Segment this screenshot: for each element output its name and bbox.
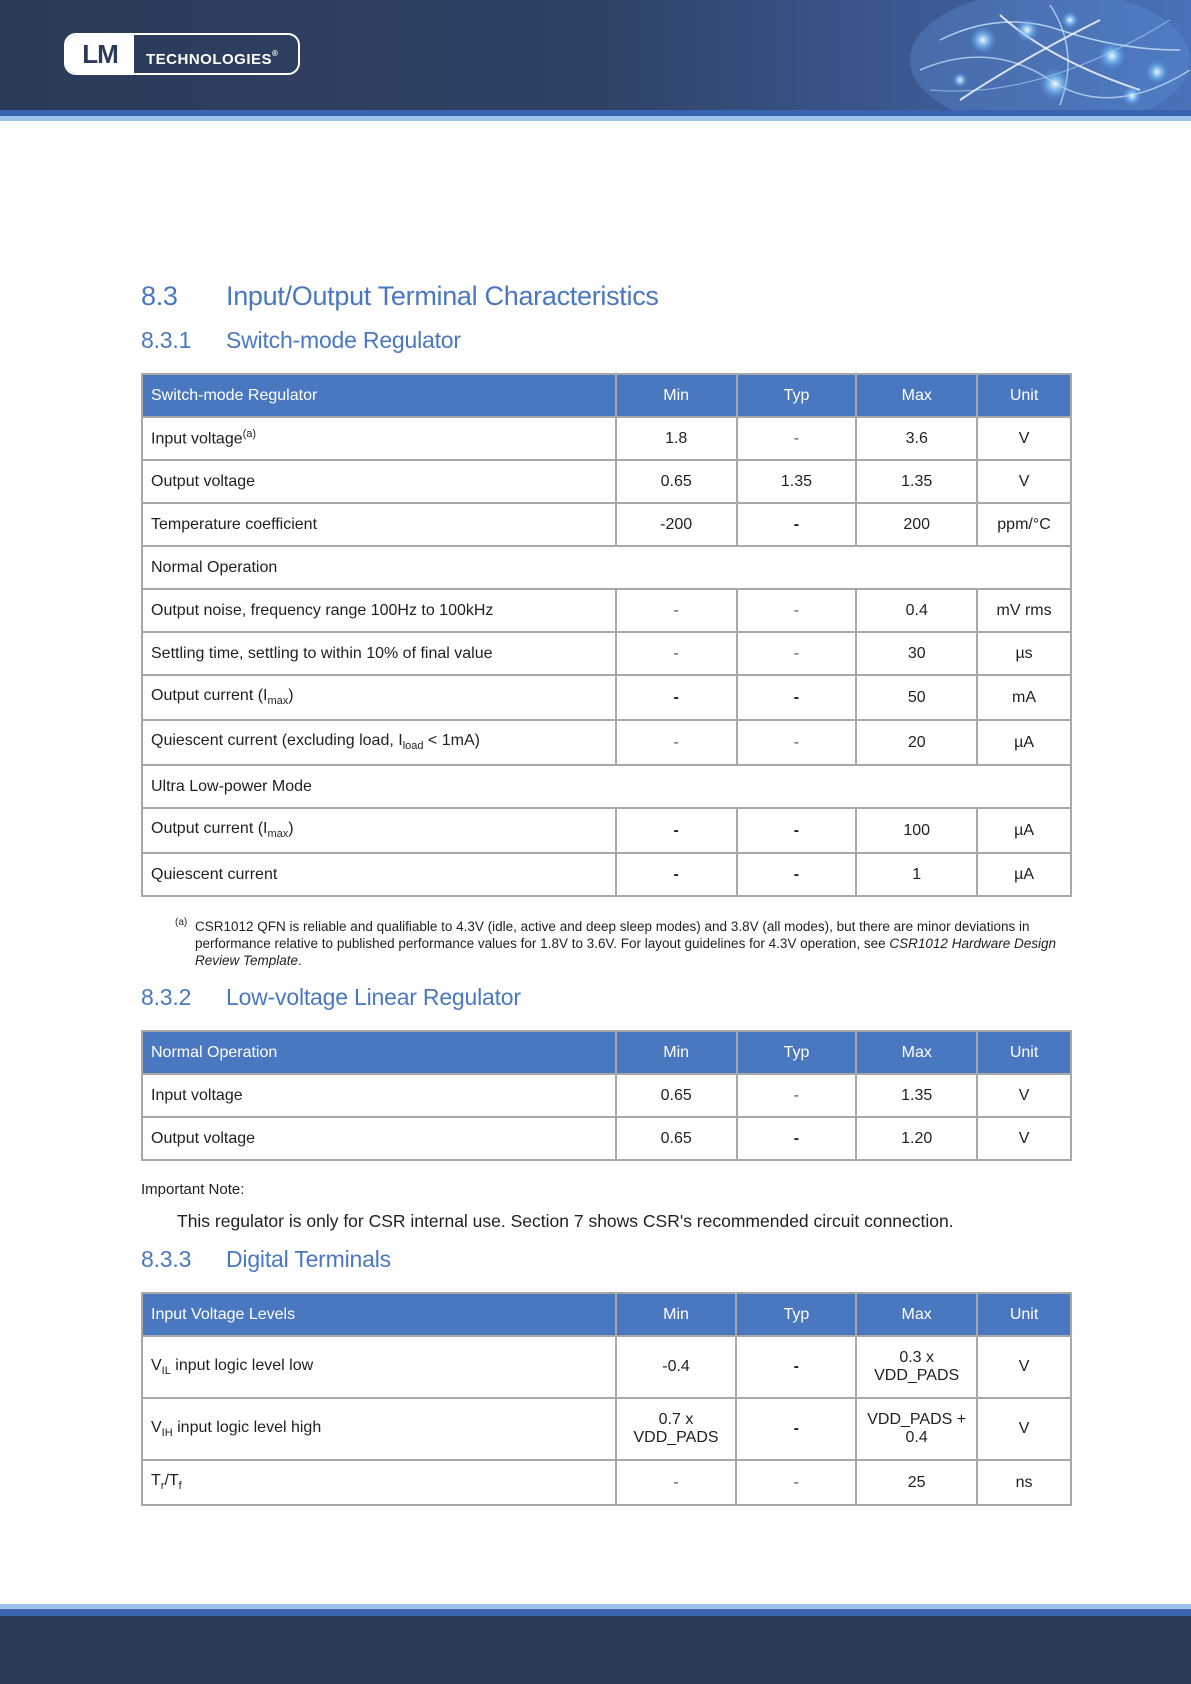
typ-value: - [737,417,857,460]
typ-value: - [737,853,857,896]
subsection-heading-switch-mode: 8.3.1 Switch-mode Regulator [141,327,461,353]
subsection-heading-linear-regulator: 8.3.2 Low-voltage Linear Regulator [141,984,521,1010]
column-header: Input Voltage Levels [142,1293,616,1336]
max-value: 0.3 x VDD_PADS [856,1336,977,1398]
max-value: 1.20 [856,1117,977,1160]
company-logo [64,33,300,75]
min-value: 0.7 x VDD_PADS [616,1398,737,1460]
table-row [142,460,1071,503]
typ-value: - [737,503,857,546]
table-row [142,589,1071,632]
max-value: VDD_PADS + 0.4 [856,1398,977,1460]
section-heading: 8.3 Input/Output Terminal Characteristics [141,281,659,311]
min-value: - [616,675,737,720]
column-header: Typ [737,374,857,417]
subsection-heading-digital-terminals: 8.3.3 Digital Terminals [141,1246,391,1272]
row-label: $T_r/T_f$ [142,1460,616,1505]
unit-value: V [977,417,1071,460]
table-row [142,675,1071,720]
max-value: 50 [856,675,977,720]
unit-value: V [977,1398,1071,1460]
table-section-row [142,546,1071,589]
column-header: Unit [977,374,1071,417]
table-row [142,720,1071,765]
typ-value: - [737,675,857,720]
row-label: Quiescent current [142,853,616,896]
unit-value: mA [977,675,1071,720]
table-row [142,853,1071,896]
typ-value: - [737,1117,857,1160]
typ-value: - [737,720,857,765]
logo-lm: LM [66,35,134,73]
unit-value: ns [977,1460,1071,1505]
typ-value: - [736,1460,856,1505]
min-value: - [616,1460,737,1505]
column-header: Max [856,1031,977,1074]
row-label: Output current $(I_{max})$ [142,675,616,720]
max-value: 1.35 [856,460,977,503]
row-label: Output noise, frequency range 100Hz to 100kHz [142,589,616,632]
linear-regulator-table [141,1030,1072,1161]
max-value: 3.6 [856,417,977,460]
table-row [142,1336,1071,1398]
column-header: Normal Operation [142,1031,616,1074]
max-value: 100 [856,808,977,853]
unit-value: µA [977,808,1071,853]
column-header: Min [616,374,737,417]
min-value: 1.8 [616,417,737,460]
min-value: -200 [616,503,737,546]
unit-value: µA [977,853,1071,896]
table-header-row [142,1293,1071,1336]
min-value: - [616,853,737,896]
max-value: 30 [856,632,977,675]
table-row [142,808,1071,853]
min-value: -0.4 [616,1336,737,1398]
column-header: Max [856,374,977,417]
footnote-text: CSR1012 QFN is reliable and qualifiable to 4.3V (idle, active and deep sleep modes) and 3.8V (all modes), but there are minor deviations in performance relative to published performance values for 1.8V to 3.6V. For layout guidelines for 4.3V operation, see CSR1012 Hardware Design Review Template. [195,919,1056,968]
column-header: Unit [977,1031,1071,1074]
min-value: - [616,808,737,853]
important-note-text: This regulator is only for CSR internal use. Section 7 shows CSR's recommended circuit connection. [177,1211,954,1231]
footnote-marker: (a) [175,917,188,928]
row-label: Output voltage [142,1117,616,1160]
header-stripe-light [0,116,1191,121]
row-label: Output voltage [142,460,616,503]
row-label: Settling time, settling to within 10% of final value [142,632,616,675]
min-value: - [616,589,737,632]
column-header: Min [616,1031,737,1074]
unit-value: mV rms [977,589,1071,632]
footer-banner [0,1616,1191,1684]
unit-value: V [977,1074,1071,1117]
section-label: Normal Operation [142,546,1071,589]
digital-terminals-table [141,1292,1072,1506]
typ-value: - [736,1398,856,1460]
column-header: Typ [737,1031,857,1074]
min-value: 0.65 [616,1117,737,1160]
table-row [142,1460,1071,1505]
row-label: Input voltage$^{(a)}$ [142,417,616,460]
max-value: 20 [856,720,977,765]
column-header: Typ [736,1293,856,1336]
unit-value: V [977,1336,1071,1398]
row-label: Temperature coefficient [142,503,616,546]
row-label: Quiescent current (excluding load, $I_{load} < 1mA$) [142,720,616,765]
row-label: Input voltage [142,1074,616,1117]
min-value: - [616,632,737,675]
table-row [142,503,1071,546]
max-value: 1.35 [856,1074,977,1117]
globe-network-icon [900,0,1191,110]
max-value: 200 [856,503,977,546]
logo-wordmark: TECHNOLOGIES® [146,49,279,68]
important-note-label: Important Note: [141,1181,245,1198]
row-label: $V_{IL}$ input logic level low [142,1336,616,1398]
max-value: 0.4 [856,589,977,632]
min-value: - [616,720,737,765]
table-footnote [177,918,1077,969]
min-value: 0.65 [616,1074,737,1117]
min-value: 0.65 [616,460,737,503]
max-value: 25 [856,1460,977,1505]
unit-value: ppm/°C [977,503,1071,546]
unit-value: µA [977,720,1071,765]
typ-value: 1.35 [737,460,857,503]
table-header-row [142,374,1071,417]
typ-value: - [737,589,857,632]
table-header-row [142,1031,1071,1074]
unit-value: V [977,1117,1071,1160]
table-row [142,1074,1071,1117]
column-header: Switch-mode Regulator [142,374,616,417]
column-header: Max [856,1293,977,1336]
unit-value: µs [977,632,1071,675]
typ-value: - [737,632,857,675]
header-banner [0,0,1191,110]
section-label: Ultra Low-power Mode [142,765,1071,808]
row-label: Output current $(I_{max})$ [142,808,616,853]
switch-mode-regulator-table [141,373,1072,897]
table-row [142,1117,1071,1160]
row-label: $V_{IH}$ input logic level high [142,1398,616,1460]
max-value: 1 [856,853,977,896]
column-header: Unit [977,1293,1071,1336]
unit-value: V [977,460,1071,503]
column-header: Min [616,1293,737,1336]
typ-value: - [737,808,857,853]
typ-value: - [737,1074,857,1117]
table-row [142,417,1071,460]
table-section-row [142,765,1071,808]
footer-stripe [0,1609,1191,1616]
table-row [142,632,1071,675]
table-row [142,1398,1071,1460]
typ-value: - [736,1336,856,1398]
